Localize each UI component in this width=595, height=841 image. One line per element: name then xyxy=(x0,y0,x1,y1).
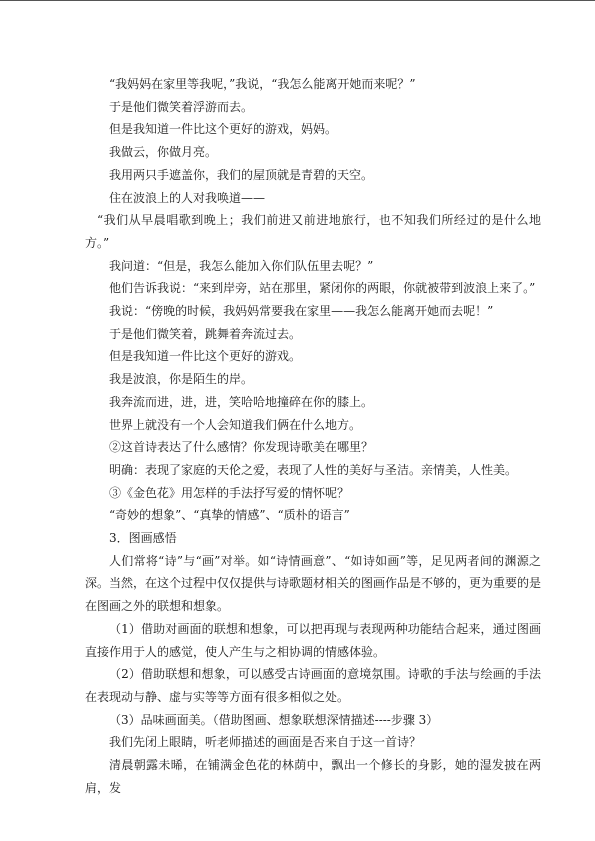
poem-line: “我们从早晨唱歌到晚上；我们前进又前进地旅行，也不知我们所经过的是什么地方。” xyxy=(85,213,541,250)
section-heading: 3．图画感悟 xyxy=(109,531,177,546)
poem-line: 我用两只手遮盖你，我们的屋顶就是青碧的天空。 xyxy=(109,167,374,182)
poem-line: 我是波浪，你是陌生的岸。 xyxy=(109,372,254,387)
poem-line: 我做云，你做月亮。 xyxy=(109,145,218,160)
poem-line: 我问道：“但是，我怎么能加入你们队伍里去呢？” xyxy=(109,258,374,273)
poem-line: 但是我知道一件比这个更好的游戏。 xyxy=(109,349,302,364)
question: ②这首诗表达了什么感情？你发现诗歌美在哪里？ xyxy=(109,440,374,455)
answer: “奇妙的想象”、“真挚的情感”、“质朴的语言” xyxy=(109,508,350,523)
answer: 明确：表现了家庭的天伦之爱，表现了人性的美好与圣洁。亲情美，人性美。 xyxy=(109,462,518,477)
poem-line: 住在波浪上的人对我唤道—— xyxy=(109,190,266,205)
question: ③《金色花》用怎样的手法抒写爱的情怀呢？ xyxy=(109,485,350,500)
poem-line: 于是他们微笑着，跳舞着奔流过去。 xyxy=(109,326,302,341)
body-paragraph: （2）借助联想和想象，可以感受古诗画面的意境氛围。诗歌的手法与绘画的手法在表现动与静、虚与实等等方面有很多相似之处。 xyxy=(85,667,541,704)
poem-line: 我奔流而进，进，进，笑哈哈地撞碎在你的膝上。 xyxy=(109,394,374,409)
body-paragraph: 清晨朝露未晞，在铺满金色花的林荫中，飘出一个修长的身影，她的湿发披在两肩，发 xyxy=(85,758,541,795)
body-paragraph: 人们常将“诗”与“画”对举。如“诗情画意”、“如诗如画”等，足见两者间的渊源之深。当然，在这个过程中仅仅提供与诗歌题材相关的图画作品是不够的，更为重要的是在图画之外的联想和想象。 xyxy=(85,553,542,614)
poem-line: 世界上就没有一个人会知道我们俩在什么地方。 xyxy=(109,417,362,432)
poem-line: 于是他们微笑着浮游而去。 xyxy=(109,99,254,114)
poem-line: 他们告诉我说：“来到岸旁，站在那里，紧闭你的两眼，你就被带到波浪上来了。” xyxy=(109,281,536,296)
poem-line: “我妈妈在家里等我呢，”我说，“我怎么能离开她而来呢？” xyxy=(109,77,416,91)
body-paragraph: （1）借助对画面的联想和想象，可以把再现与表现两种功能结合起来，通过图画直接作用于人的感觉，使人产生与之相协调的情感体验。 xyxy=(85,621,541,659)
body-paragraph: （3）品味画面美。（借助图画、想象联想深情描述----步骤 3） xyxy=(109,712,439,727)
body-paragraph: 我们先闭上眼睛，听老师描述的画面是否来自于这一首诗？ xyxy=(109,735,422,750)
page-top-border xyxy=(0,0,595,1)
poem-line: 我说：“傍晚的时候，我妈妈常要我在家里——我怎么能离开她而去呢！” xyxy=(109,304,494,319)
poem-line: 但是我知道一件比这个更好的游戏，妈妈。 xyxy=(109,122,338,137)
document-page xyxy=(85,73,541,800)
